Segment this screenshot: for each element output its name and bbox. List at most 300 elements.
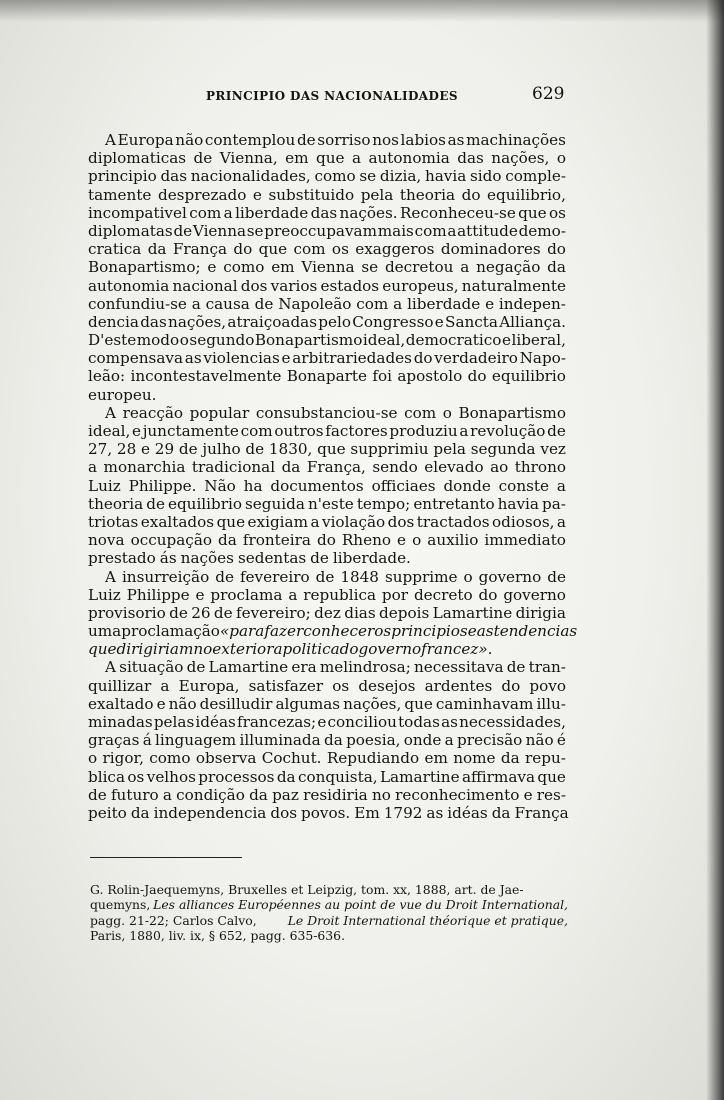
word: decreto: [413, 585, 473, 604]
word: ás: [159, 549, 177, 568]
word: rigor,: [102, 749, 144, 768]
word: ha: [243, 476, 263, 495]
word: tradicional: [191, 458, 276, 477]
word: o: [88, 749, 98, 768]
word: foi: [372, 367, 392, 386]
word: uma: [88, 622, 122, 641]
text-line: [88, 313, 566, 331]
word: conquista,: [298, 767, 378, 786]
word: Não: [204, 476, 236, 495]
word: do: [461, 185, 481, 204]
word: principio: [88, 167, 157, 186]
word: Vienna,: [219, 149, 278, 168]
word: havia: [497, 494, 539, 513]
word: de: [178, 440, 198, 459]
word: de: [146, 494, 165, 513]
word: liberdade: [235, 203, 309, 222]
word: com: [356, 294, 389, 313]
word: Europa: [117, 131, 174, 149]
word: de: [547, 567, 566, 586]
word: decretou: [384, 258, 454, 277]
word: causa: [205, 294, 250, 313]
word: proclama: [210, 585, 283, 604]
text-line: [88, 458, 566, 476]
text-line: [88, 786, 566, 804]
word: e: [523, 785, 533, 804]
word: affirmava: [461, 767, 536, 786]
italic-word: no: [193, 640, 213, 659]
word: blica: [88, 767, 125, 786]
word: de: [169, 603, 188, 622]
word: res-: [536, 785, 566, 804]
word: 1830,: [268, 440, 313, 459]
word: equilibrio,: [487, 185, 566, 204]
word: monarchia: [103, 458, 186, 477]
word: provisorio: [88, 603, 166, 622]
word: França,: [306, 458, 366, 477]
word: algumas: [275, 694, 341, 713]
text-line: [88, 749, 566, 767]
word: reconhecimento: [395, 785, 520, 804]
word: o: [412, 531, 422, 550]
word: segunda: [470, 440, 536, 459]
word: demo-: [518, 221, 566, 240]
word: ardentes: [424, 676, 493, 695]
italic-word: que: [88, 640, 117, 659]
word: fevereiro;: [235, 603, 311, 622]
word: varios: [270, 276, 318, 295]
word: e: [397, 531, 407, 550]
word: e: [281, 349, 291, 368]
word: illuminada: [239, 731, 321, 750]
word: com: [293, 240, 326, 259]
italic-word: a: [273, 640, 283, 659]
word: pela: [360, 185, 394, 204]
word: seguida: [245, 494, 305, 513]
word: immediato: [484, 531, 566, 550]
word: autonomia: [368, 149, 450, 168]
text-line: [88, 531, 566, 549]
word: e: [434, 312, 444, 331]
word: europeu.: [88, 385, 157, 404]
word: Bonapartismo: [254, 331, 363, 350]
word: Rheno: [341, 531, 392, 550]
footnote-line-content: [90, 897, 568, 912]
text-line: [88, 204, 566, 222]
text-line: [88, 658, 566, 676]
word: desilludir: [199, 694, 273, 713]
body-text: [88, 131, 578, 822]
word: de: [186, 658, 206, 677]
word: da: [249, 785, 268, 804]
word: da: [281, 458, 301, 477]
word: processos: [198, 767, 275, 786]
italic-word: tendencias: [493, 622, 578, 641]
text-line: [88, 549, 566, 567]
word: a: [288, 585, 298, 604]
footnote-line: [90, 928, 568, 943]
word: nome: [453, 749, 496, 768]
italic-word: principios: [391, 622, 468, 641]
word: com: [189, 203, 222, 222]
word: das: [140, 312, 167, 331]
word: á: [142, 731, 152, 750]
word: dirigia: [515, 603, 566, 622]
word: dos: [240, 276, 268, 295]
footnote-line: [90, 913, 568, 928]
word: a: [460, 258, 470, 277]
word: nações,: [491, 149, 550, 168]
word: prestado: [88, 549, 156, 568]
word: auxilio: [427, 531, 479, 550]
text-line: [88, 731, 566, 749]
word: Cochut.: [261, 749, 322, 768]
word: exaltados: [140, 512, 215, 531]
word: violencias: [203, 349, 280, 368]
word: como: [149, 749, 191, 768]
word: francezas;: [236, 713, 317, 731]
word: exaggeros: [355, 240, 435, 259]
word: 26: [191, 603, 211, 622]
text-line: [88, 331, 566, 349]
word: Repudiando: [326, 749, 420, 768]
text-line: [88, 295, 566, 313]
word: com: [414, 221, 447, 240]
word: contemplou: [204, 131, 296, 149]
word: supprimiu: [350, 440, 429, 459]
word: estados: [320, 276, 380, 295]
scan-shadow-right: [706, 0, 724, 1100]
text-line: [88, 513, 566, 531]
word: de: [245, 440, 265, 459]
text-line: [88, 495, 566, 513]
word: sido: [470, 167, 502, 186]
word: a: [162, 785, 172, 804]
word: a: [191, 294, 201, 313]
word: Philippe.: [128, 476, 197, 495]
word: como: [223, 258, 265, 277]
word: de: [213, 603, 233, 622]
word: futuro: [110, 785, 159, 804]
text-line: [88, 477, 566, 495]
text-line: [88, 622, 578, 641]
word: e: [485, 294, 495, 313]
word: que: [216, 512, 246, 531]
word: em: [285, 149, 309, 168]
text-line: [88, 386, 566, 404]
word: das: [160, 167, 188, 186]
word: 27,: [88, 440, 113, 459]
word: triotas: [88, 512, 139, 531]
word: governo: [478, 567, 542, 586]
word: tractados: [416, 512, 490, 531]
word: occupação: [130, 531, 213, 550]
word: Luiz: [88, 585, 121, 604]
word: idéas: [447, 803, 488, 822]
running-head: PRINCIPIO DAS NACIONALIDADES: [206, 89, 458, 103]
italic-word: politica: [282, 640, 340, 659]
word: Philippe: [126, 585, 190, 604]
word: a: [160, 676, 170, 695]
word: todas: [398, 713, 440, 731]
word: leão:: [88, 367, 126, 386]
word: em: [271, 258, 295, 277]
word: comple-: [505, 167, 566, 186]
word: conciliou: [327, 713, 397, 731]
word: condição: [176, 785, 245, 804]
word: a: [310, 512, 320, 531]
word: poesia,: [346, 731, 401, 750]
word: vez: [540, 440, 566, 459]
word: de: [296, 131, 316, 149]
word: outros: [274, 422, 324, 440]
word: liberdade: [407, 294, 481, 313]
word: D'este: [88, 331, 137, 350]
word: Em: [354, 803, 380, 822]
text-line: [88, 277, 566, 295]
italic-word: do: [339, 640, 359, 659]
word: dencia: [88, 312, 139, 331]
word: idéas: [195, 713, 236, 731]
word: as: [184, 349, 202, 368]
word: exaltado: [88, 694, 154, 713]
word: insurreição: [121, 567, 210, 586]
word: a: [556, 476, 566, 495]
word: Napoleão: [278, 294, 352, 313]
footnote-text: G. Rolin-Jaequemyns, Bruxelles et Leipzig, tom. xx, 1888, art. de Jae-: [90, 882, 524, 897]
word: Luiz: [88, 476, 121, 495]
word: e: [207, 258, 217, 277]
word: attitude: [457, 221, 518, 240]
word: do: [413, 349, 433, 368]
word: produziu: [389, 422, 458, 440]
word: no: [371, 785, 391, 804]
word: as: [426, 803, 444, 822]
word: supprime: [384, 567, 458, 586]
word: negação: [476, 258, 541, 277]
word: que: [258, 240, 288, 259]
word: é: [556, 731, 566, 750]
word: se: [361, 258, 379, 277]
footnote-divider: [90, 857, 242, 858]
word: elevado: [424, 458, 484, 477]
word: não: [175, 131, 204, 149]
text-line: [88, 677, 566, 695]
word: peito: [88, 803, 127, 822]
word: ideal,: [362, 331, 406, 350]
word: a: [351, 149, 362, 168]
footnote-text: pagg. 21-22; Carlos Calvo,: [90, 912, 257, 928]
word: segundo: [189, 331, 255, 350]
word: a: [444, 731, 454, 750]
word: 1792: [383, 803, 423, 822]
word: que: [404, 694, 433, 713]
word: A: [105, 658, 116, 677]
word: das: [457, 149, 484, 168]
word: situação: [119, 658, 184, 677]
word: Bonaparte: [286, 367, 367, 386]
text-line: [88, 240, 566, 258]
word: modo: [136, 331, 180, 350]
word: arbitrariedades: [292, 349, 412, 368]
footnote-line-content: [90, 913, 568, 928]
word: democratico: [405, 331, 502, 350]
word: o: [179, 331, 189, 350]
word: da: [500, 749, 520, 768]
text-line: [88, 367, 566, 385]
word: Vienna: [192, 221, 247, 240]
word: incompativel: [88, 203, 187, 222]
word: dizia,: [379, 167, 422, 186]
word: europeus,: [382, 276, 459, 295]
word: a: [459, 422, 469, 440]
text-line: [88, 167, 566, 185]
word: nova: [88, 531, 125, 550]
text-line: [88, 713, 566, 731]
word: nações.: [339, 203, 398, 222]
word: Lamartine: [432, 603, 513, 622]
word: não: [525, 731, 554, 750]
footnote-italic-title: Le Droit International théorique et pratique,: [287, 912, 568, 928]
word: Vienna: [301, 258, 355, 277]
word: do: [547, 240, 566, 259]
word: e: [195, 585, 205, 604]
word: desprezado: [157, 185, 247, 204]
word: labios: [400, 131, 446, 149]
word: Reconheceu-se: [400, 203, 516, 222]
word: atraiçoadas: [227, 312, 318, 331]
word: povo: [529, 676, 566, 695]
word: republica: [303, 585, 377, 604]
word: a: [556, 512, 566, 531]
word: 29: [154, 440, 175, 459]
text-line: [88, 404, 566, 422]
word: o: [463, 567, 473, 586]
italic-word: francez».: [421, 640, 493, 659]
word: pelas: [153, 713, 195, 731]
word: n'este: [307, 494, 354, 513]
word: nos: [372, 131, 399, 149]
word: Europa,: [178, 676, 240, 695]
word: equilibrio: [167, 494, 242, 513]
word: odiosos,: [492, 512, 555, 531]
word: em: [424, 749, 448, 768]
italic-word: «para: [219, 622, 265, 641]
word: de: [506, 658, 526, 677]
word: diplomaticas: [88, 149, 187, 168]
word: e: [252, 185, 262, 204]
word: França: [514, 803, 569, 822]
word: do: [233, 240, 253, 259]
word: violação: [321, 512, 386, 531]
word: nações: [180, 549, 234, 568]
word: e: [156, 694, 166, 713]
word: da: [147, 240, 167, 259]
word: substituido: [268, 185, 355, 204]
footnote-text: quemyns,: [90, 897, 151, 913]
italic-word: as: [476, 622, 494, 641]
word: compensava: [88, 349, 184, 368]
footnote-italic-title: Les alliances Européennes au point de vue du Droit International,: [153, 897, 568, 913]
word: que: [317, 440, 346, 459]
word: era: [291, 658, 317, 677]
italic-word: exterior: [212, 640, 274, 659]
word: A: [105, 131, 116, 149]
text-line: [88, 149, 566, 167]
word: se: [359, 167, 377, 186]
word: e: [141, 440, 151, 459]
text-line: [88, 422, 566, 440]
word: do: [501, 676, 521, 695]
text-line: [88, 258, 566, 276]
text-line: [88, 803, 569, 822]
word: mais: [377, 221, 414, 240]
word: onde: [403, 731, 442, 750]
word: dias: [344, 603, 376, 622]
word: da: [276, 767, 296, 786]
word: apostolo: [397, 367, 463, 386]
word: diplomatas: [88, 221, 173, 240]
word: de: [215, 567, 234, 586]
text-line: [88, 568, 566, 586]
word: verdadeiro: [434, 349, 518, 368]
word: os: [127, 767, 145, 786]
word: França: [172, 240, 228, 259]
word: observa: [195, 749, 257, 768]
word: sedentas: [237, 549, 307, 568]
word: a: [88, 458, 98, 477]
word: incontestavelmente: [130, 367, 282, 386]
footnote: [90, 882, 568, 944]
word: liberal,: [511, 331, 566, 350]
word: havia: [424, 167, 467, 186]
word: necessidades,: [459, 713, 566, 731]
word: os: [331, 240, 349, 259]
word: Lamartine: [208, 658, 289, 677]
word: precisão: [457, 731, 523, 750]
italic-word: os: [374, 622, 392, 641]
word: independencia: [153, 803, 267, 822]
word: do: [478, 585, 498, 604]
word: Sancta: [445, 312, 498, 331]
word: que: [316, 149, 345, 168]
word: não: [168, 694, 197, 713]
text-line: [88, 131, 566, 149]
word: fronteira: [242, 531, 311, 550]
word: das: [310, 203, 338, 222]
word: da: [130, 803, 150, 822]
word: como: [314, 167, 356, 186]
word: melindrosa;: [319, 658, 411, 677]
word: de: [315, 567, 335, 586]
word: da: [491, 803, 511, 822]
word: com: [240, 422, 273, 440]
word: julho: [202, 440, 241, 459]
word: o: [556, 149, 566, 168]
word: linguagem: [155, 731, 237, 750]
word: theoria: [88, 494, 144, 513]
footnote-line: [90, 882, 568, 897]
word: 28: [116, 440, 137, 459]
word: por: [381, 585, 409, 604]
word: dos: [270, 803, 298, 822]
word: que: [518, 203, 547, 222]
word: de: [173, 221, 193, 240]
word: se: [246, 221, 264, 240]
text-line: [88, 768, 566, 786]
italic-word: dirigiriam: [116, 640, 194, 659]
word: tempo;: [356, 494, 411, 513]
